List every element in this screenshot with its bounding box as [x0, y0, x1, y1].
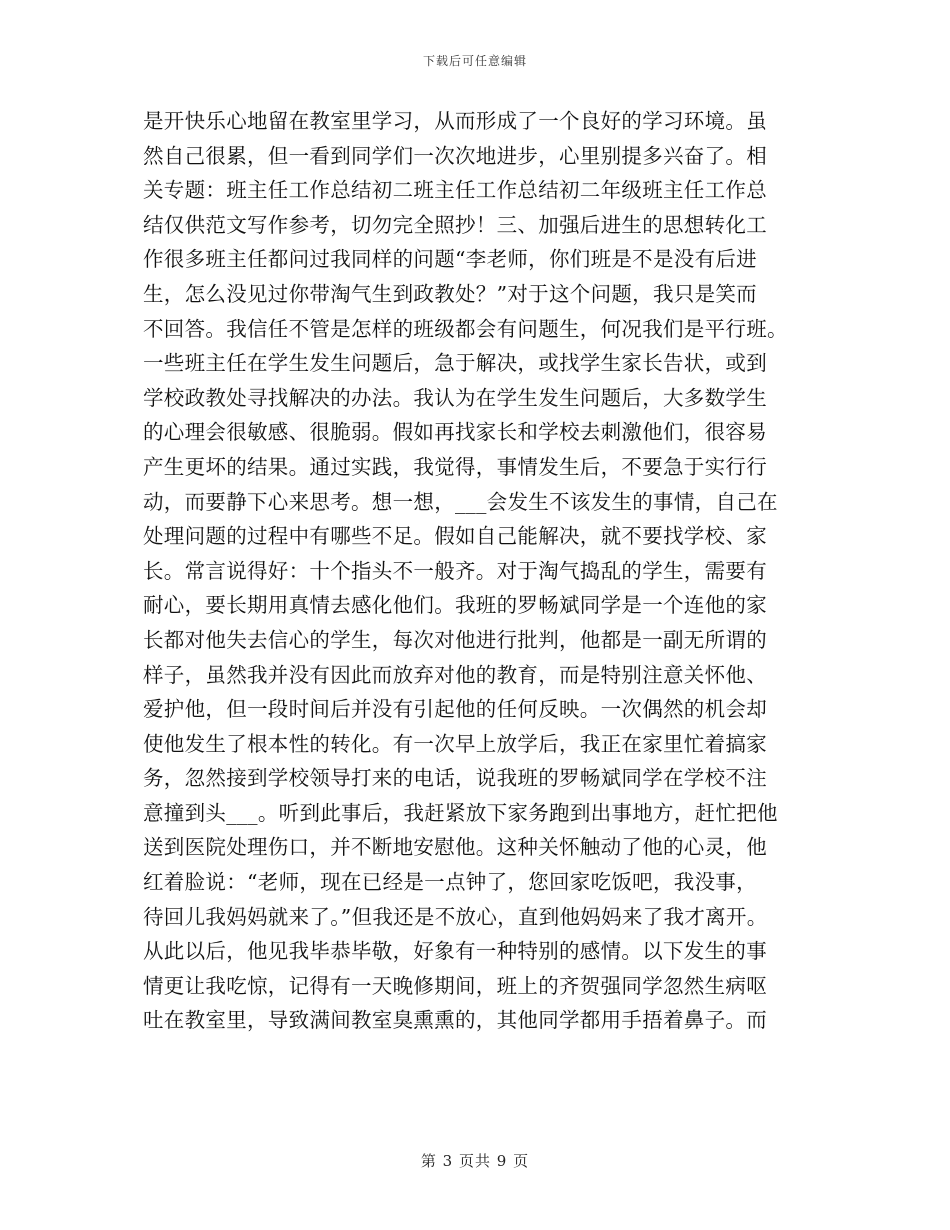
text-line: 处理问题的过程中有哪些不足。假如自己能解决，就不要找学校、家 [143, 524, 767, 549]
text-line: 样子，虽然我并没有因此而放弃对他的教育，而是特别注意关怀他、 [143, 662, 767, 687]
text-line: 学校政教处寻找解决的办法。我认为在学生发生问题后，大多数学生 [143, 385, 767, 410]
text-line: 送到医院处理伤口，并不断地安慰他。这种关怀触动了他的心灵，他 [143, 835, 767, 860]
text-line: 长。常言说得好：十个指头不一般齐。对于淘气捣乱的学生，需要有 [143, 558, 767, 583]
document-body [143, 104, 808, 1038]
text-line: 动，而要静下心来思考。想一想，___会发生不该发生的事情，自己在 [143, 489, 778, 514]
text-line: 红着脸说：“老师，现在已经是一点钟了，您回家吃饭吧，我没事， [143, 870, 757, 895]
text-line: 的心理会很敏感、很脆弱。假如再找家长和学校去刺激他们，很容易 [143, 420, 767, 445]
text-line: 长都对他失去信心的学生，每次对他进行批判，他都是一副无所谓的 [143, 627, 767, 652]
text-line: 情更让我吃惊，记得有一天晚修期间，班上的齐贺强同学忽然生病呕 [143, 973, 767, 998]
text-line: 结仅供范文写作参考，切勿完全照抄！三、加强后进生的思想转化工 [143, 212, 767, 237]
text-line: 生，怎么没见过你带淘气生到政教处？”对于这个问题，我只是笑而 [143, 281, 757, 306]
page-header: 下载后可任意编辑 [422, 54, 527, 68]
text-line: 是开快乐心地留在教室里学习，从而形成了一个良好的学习环境。虽 [143, 109, 767, 133]
text-line: 爱护他，但一段时间后并没有引起他的任何反映。一次偶然的机会却 [143, 697, 767, 722]
text-line: 耐心，要长期用真情去感化他们。我班的罗畅斌同学是一个连他的家 [143, 593, 767, 618]
text-line: 关专题：班主任工作总结初二班主任工作总结初二年级班主任工作总 [143, 178, 767, 203]
text-line: 不回答。我信任不管是怎样的班级都会有问题生，何况我们是平行班。 [143, 316, 788, 341]
text-line: 作很多班主任都问过我同样的问题“李老师，你们班是不是没有后进 [143, 247, 757, 272]
text-line: 意撞到头___。听到此事后，我赶紧放下家务跑到出事地方，赶忙把他 [143, 800, 778, 825]
text-line: 然自己很累，但一看到同学们一次次地进步，心里别提多兴奋了。相 [143, 143, 767, 168]
text-line: 务，忽然接到学校领导打来的电话，说我班的罗畅斌同学在学校不注 [143, 766, 767, 791]
text-line: 待回儿我妈妈就来了。”但我还是不放心，直到他妈妈来了我才离开。 [143, 904, 768, 929]
text-line: 从此以后，他见我毕恭毕敬，好象有一种特别的感情。以下发生的事 [143, 939, 767, 964]
text-line: 一些班主任在学生发生问题后，急于解决，或找学生家长告状，或到 [143, 351, 767, 376]
page-number: 第 3 页共 9 页 [420, 1152, 530, 1170]
text-line: 使他发生了根本性的转化。有一次早上放学后，我正在家里忙着搞家 [143, 731, 767, 756]
text-line: 产生更坏的结果。通过实践，我觉得，事情发生后，不要急于实行行 [143, 454, 767, 479]
text-line: 吐在教室里，导致满间教室臭熏熏的，其他同学都用手捂着鼻子。而 [143, 1008, 767, 1033]
